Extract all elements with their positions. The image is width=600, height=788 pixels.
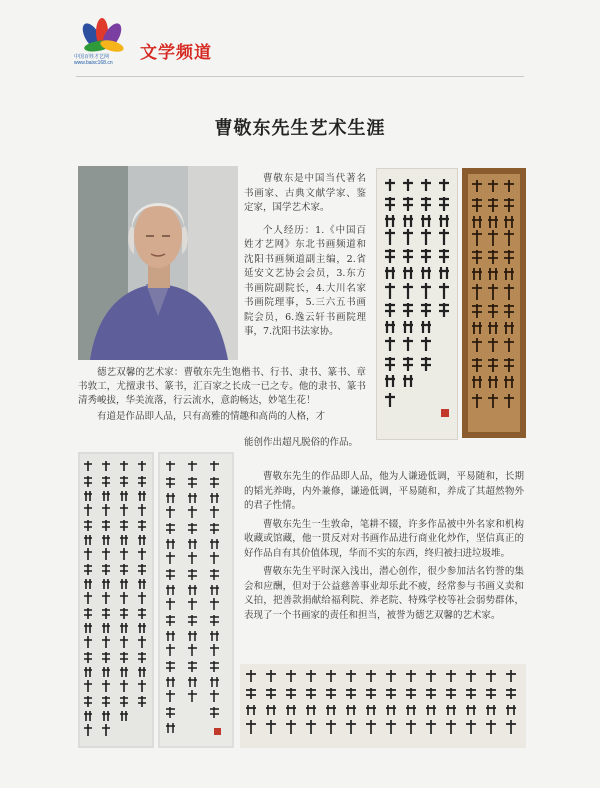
calligraphy-artwork-2 [462,168,526,438]
calligraphy-strokes [78,452,154,748]
quote-continuation: 能创作出超凡脱俗的作品。 [244,437,359,448]
quote-paragraph: 有道是作品即人品，只有高雅的情趣和高尚的人格，才 [97,411,326,422]
calligraphy-strokes [240,664,526,748]
body-paragraph: 曹敬东先生的作品即人品，他为人谦逊低调，平易随和，长期的韬光养晦，内外兼修，谦逊低调，平易随和，养成了其超然物外的君子性情。 [244,471,524,511]
logo-caption-line1: 中国百姓才艺网 [74,54,110,60]
header-divider [76,76,524,77]
calligraphy-artwork-3 [78,452,154,748]
art-paragraph: 德艺双馨的艺术家：曹敬东先生饱楷书、行书、隶书、篆书、章书敦工，尤擅隶书、篆书，汇百家之长成一已之专。他的隶书、篆书清秀峻拔，华美流落，行云流水，意韵畅达，妙笔生花！ [78,367,366,406]
logo-caption [74,54,113,66]
intro-paragraph: 个人经历：1.《中国百姓才艺网》东北书画频道和沈阳书画频道副主编，2.省延安文艺协会会员，3.东方书画院副院长，4.大川名家书画院理事，5.三六五书画院会员，6.逸云轩书画院理事，7.沈阳书法家协。 [244,224,366,337]
channel-title: 文学频道 [140,43,212,63]
calligraphy-artwork-1 [376,168,458,440]
page-header [0,0,600,78]
body-paragraph: 曹敬东先生一生敦命，笔耕不辍，许多作品被中外名家和机构收藏或馆藏，他一贯反对对书画作品进行商业化炒作，坚信真正的好作品自有其价值体现，华而不实的东西，终归被扫进垃圾堆。 [244,518,524,559]
art-description [78,366,366,424]
body-paragraph: 曹敬东先生平时深入浅出，潜心创作，很少参加沽名钓誉的集会和应酬，但对于公益慈善事业却乐此不疲，经常参与书画义卖和义拍，把善款捐献给福利院、养老院、特殊学校等社会弱势群体，表现了一个书画家的责任和担当，被誉为德艺双馨的艺术家。 [244,566,524,621]
calligraphy-artwork-4 [158,452,234,748]
calligraphy-strokes [377,169,457,439]
article-body [244,470,524,623]
calligraphy-strokes [462,168,526,438]
calligraphy-artwork-5 [240,664,526,748]
intro-text [244,172,366,340]
intro-paragraph: 曹敬东是中国当代著名书画家、古典文献学家、鉴定家，国学艺术家。 [244,173,366,213]
artist-portrait [78,166,238,360]
article-title: 曹敬东先生艺术生涯 [214,118,386,139]
portrait-illustration [78,166,238,360]
calligraphy-strokes [158,452,234,748]
logo-caption-line2: www.baixc168.cn [74,60,113,66]
